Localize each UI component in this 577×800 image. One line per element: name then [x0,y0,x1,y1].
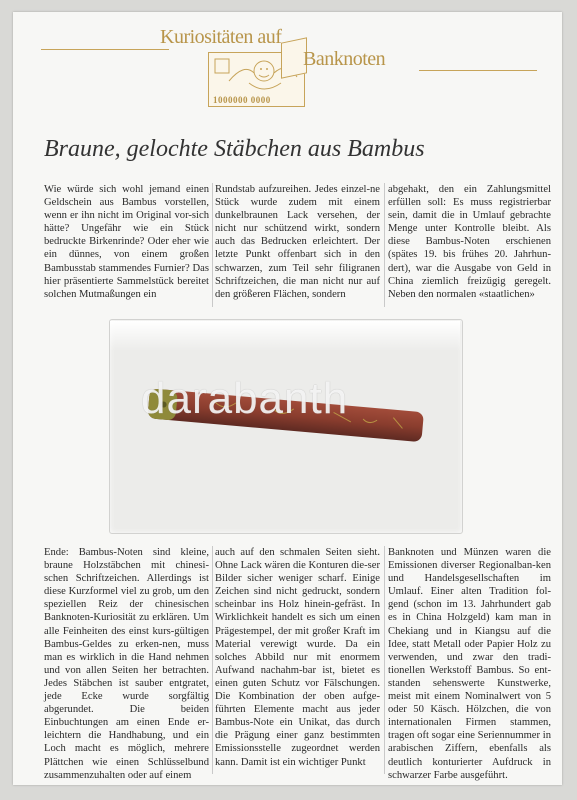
paragraph: Ende: Bambus-Noten sind kleine, braune Holzstäbchen mit chinesi-schen Schriftzeichen. Allerdings ist diese Kurzformel viel zu grob, um den speziellen Reiz der chinesischen Banknoten-Kuriosität zu erklären. Um alle Feinheiten des einst kurs-gültigen Bambus-Geldes zu erken-nen, muss man es wirklich in die Hand nehmen und von allen Seiten her betrachten. Jedes Stäbchen ist sauber entgratet, jede Ecke wurde sorgfältig abgerundet. Die beiden Einbuchtungen am einen Ende er-leichtern die Handhabung, und ein Loch macht es möglich, mehrere Plättchen wie einen Schlüsselbund zusammenzuhalten oder auf einem [44,547,209,781]
text-column-bottom-1 [44,546,209,782]
column-divider [384,546,385,774]
paragraph: Rundstab aufzureihen. Jedes einzel-ne Stück wurde zudem mit einem dunkelbraunen Lack versehen, der nicht nur schützend wirkt, sondern auch das Bedrucken erleichtert. Der letzte Punkt offenbart sich in den schwarzen, zum Teil sehr filigranen Schriftzeichen, die man nicht nur auf den größeren Flächen, sondern [215,184,380,300]
logo-title-line2: Banknoten [303,48,386,70]
paragraph: Wie würde sich wohl jemand einen Geldschein aus Bambus vorstellen, wenn er ihn nicht im Original vor-sich hätte? Ungefähr wie ein Stück bedruckte Birkenrinde? Oder eher wie ein dünnes, von einem großen Bambusstab stammendes Furnier? Das hier präsentierte Sammelstück bereitet solchen Mutmaßungen ein [44,184,209,300]
page-title: Braune, gelochte Stäbchen aus Bambus [44,136,425,162]
column-divider [212,546,213,774]
logo-title-line1: Kuriositäten auf [160,26,282,48]
watermark-text: darabanth [141,374,349,423]
collector-sheet [13,12,562,785]
emblem-number: 1000000 0000 [213,95,271,105]
paragraph: auch auf den schmalen Seiten sieht. Ohne Lack wären die Konturen die-ser Bilder sicher weniger scharf. Einige Zeichen sind nicht gedruckt, sondern scheinbar ins Holz hinein-gefräst. In Wirklichkeit handelt es sich um einen Prägestempel, der mit großer Kraft im Material verewigt wurde. Da ein solches Abbild nur mit enormem Aufwand nachahm-bar ist, bietet es einen guten Schutz vor Fälschungen. Die Kombination der oben aufge-führten Elemente macht aus jeder Bambus-Note ein Unikat, das durch die Prägung einer ganz bestimmten Emissionsstelle zugeordnet werden kann. Damit ist ein wichtiger Punkt [215,547,381,768]
paragraph: abgehakt, den ein Zahlungsmittel erfüllen soll: Es muss registrierbar sein, damit die in Umlauf gebrachte Menge unter Kontrolle bleibt. Als diese Bambus-Noten erschienen (spätes 19. bis frühes 20. Jahrhun-dert), war die Ausgabe von Geld in China ziemlich freizügig geregelt. Neben den normalen «staatlichen» [388,184,551,300]
text-column-bottom-3 [388,546,551,782]
text-column-bottom-2 [215,546,380,769]
paragraph: Banknoten und Münzen waren die Emissionen diverser Regionalban-ken und Handelsgesellschaften im Umlauf. Einer alten Tradition fol-gend (schon im 13. Jahrhundert gab es in China Holzgeld) kam man in Chekiang und in Kiangsu auf die Idee, statt Metall oder Papier Holz zu verwenden, und zwar den tradi-tionellen Werkstoff Bambus. So ent-standen sehenswerte Kunstwerke, meist mit einem Nominalwert von 5 oder 50 Käsch. Hölzchen, die von internationalen Firmen stammen, tragen oft sogar eine Seriennummer in arabischen Ziffern, ebenfalls als deutlich konturierter Aufdruck in schwarzer Farbe ausgeführt. [388,547,551,781]
